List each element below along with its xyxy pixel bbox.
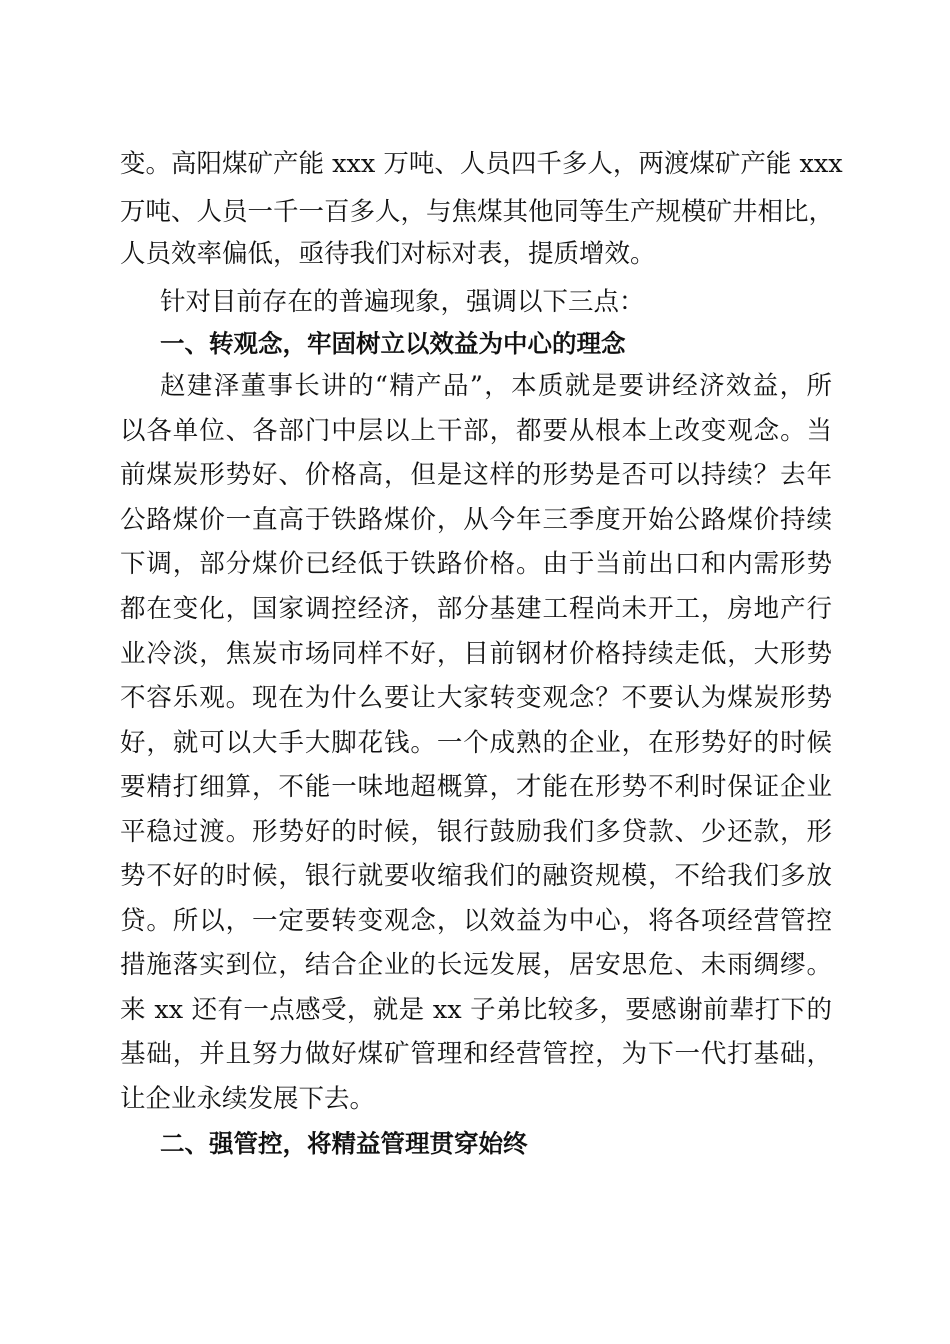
paragraph-3-line-9: 好，就可以大手大脚花钱。一个成熟的企业，在形势好的时候: [120, 728, 832, 758]
paragraph-3-line-3: 前煤炭形势好、价格高，但是这样的形势是否可以持续？去年: [120, 460, 832, 490]
paragraph-3-line-4: 公路煤价一直高于铁路煤价，从今年三季度开始公路煤价持续: [120, 505, 832, 535]
paragraph-3-line-12: 势不好的时候，银行就要收缩我们的融资规模，不给我们多放: [120, 861, 832, 891]
paragraph-3-line-1: 赵建泽董事长讲的“精产品”，本质就是要讲经济效益，所: [160, 371, 832, 401]
section-heading-1: 一、转观念，牢固树立以效益为中心的理念: [160, 329, 626, 358]
paragraph-3-line-6: 都在变化，国家调控经济，部分基建工程尚未开工，房地产行: [120, 594, 832, 624]
paragraph-2-line-1: 针对目前存在的普遍现象，强调以下三点：: [160, 287, 645, 317]
paragraph-3-line-10: 要精打细算，不能一味地超概算，才能在形势不利时保证企业: [120, 772, 832, 802]
paragraph-3-line-7: 业冷淡，焦炭市场同样不好，目前钢材价格持续走低，大形势: [120, 639, 832, 669]
paragraph-3-line-5: 下调，部分煤价已经低于铁路价格。由于当前出口和内需形势: [120, 549, 832, 579]
section-heading-2: 二、强管控，将精益管理贯穿始终: [160, 1129, 528, 1158]
paragraph-1-line-2: 万吨、人员一千一百多人，与焦煤其他同等生产规模矿井相比，: [120, 197, 835, 227]
paragraph-1-line-1: 变。高阳煤矿产能 xxx 万吨、人员四千多人，两渡煤矿产能 xxx: [120, 149, 843, 179]
paragraph-3-line-17: 让企业永续发展下去。: [120, 1084, 376, 1114]
paragraph-3-line-16: 基础，并且努力做好煤矿管理和经营管控，为下一代打基础，: [120, 1039, 832, 1069]
paragraph-1-line-3: 人员效率偏低，亟待我们对标对表，提质增效。: [120, 239, 656, 269]
paragraph-3-line-14: 措施落实到位，结合企业的长远发展，居安思危、未雨绸缪。: [120, 950, 832, 980]
paragraph-3-line-13: 贷。所以，一定要转变观念，以效益为中心，将各项经营管控: [120, 906, 832, 936]
paragraph-3-line-15: 来 xx 还有一点感受，就是 xx 子弟比较多，要感谢前辈打下的: [120, 995, 832, 1025]
paragraph-3-line-8: 不容乐观。现在为什么要让大家转变观念？不要认为煤炭形势: [120, 683, 832, 713]
paragraph-3-line-2: 以各单位、各部门中层以上干部，都要从根本上改变观念。当: [120, 416, 832, 446]
paragraph-3-line-11: 平稳过渡。形势好的时候，银行鼓励我们多贷款、少还款，形: [120, 817, 832, 847]
